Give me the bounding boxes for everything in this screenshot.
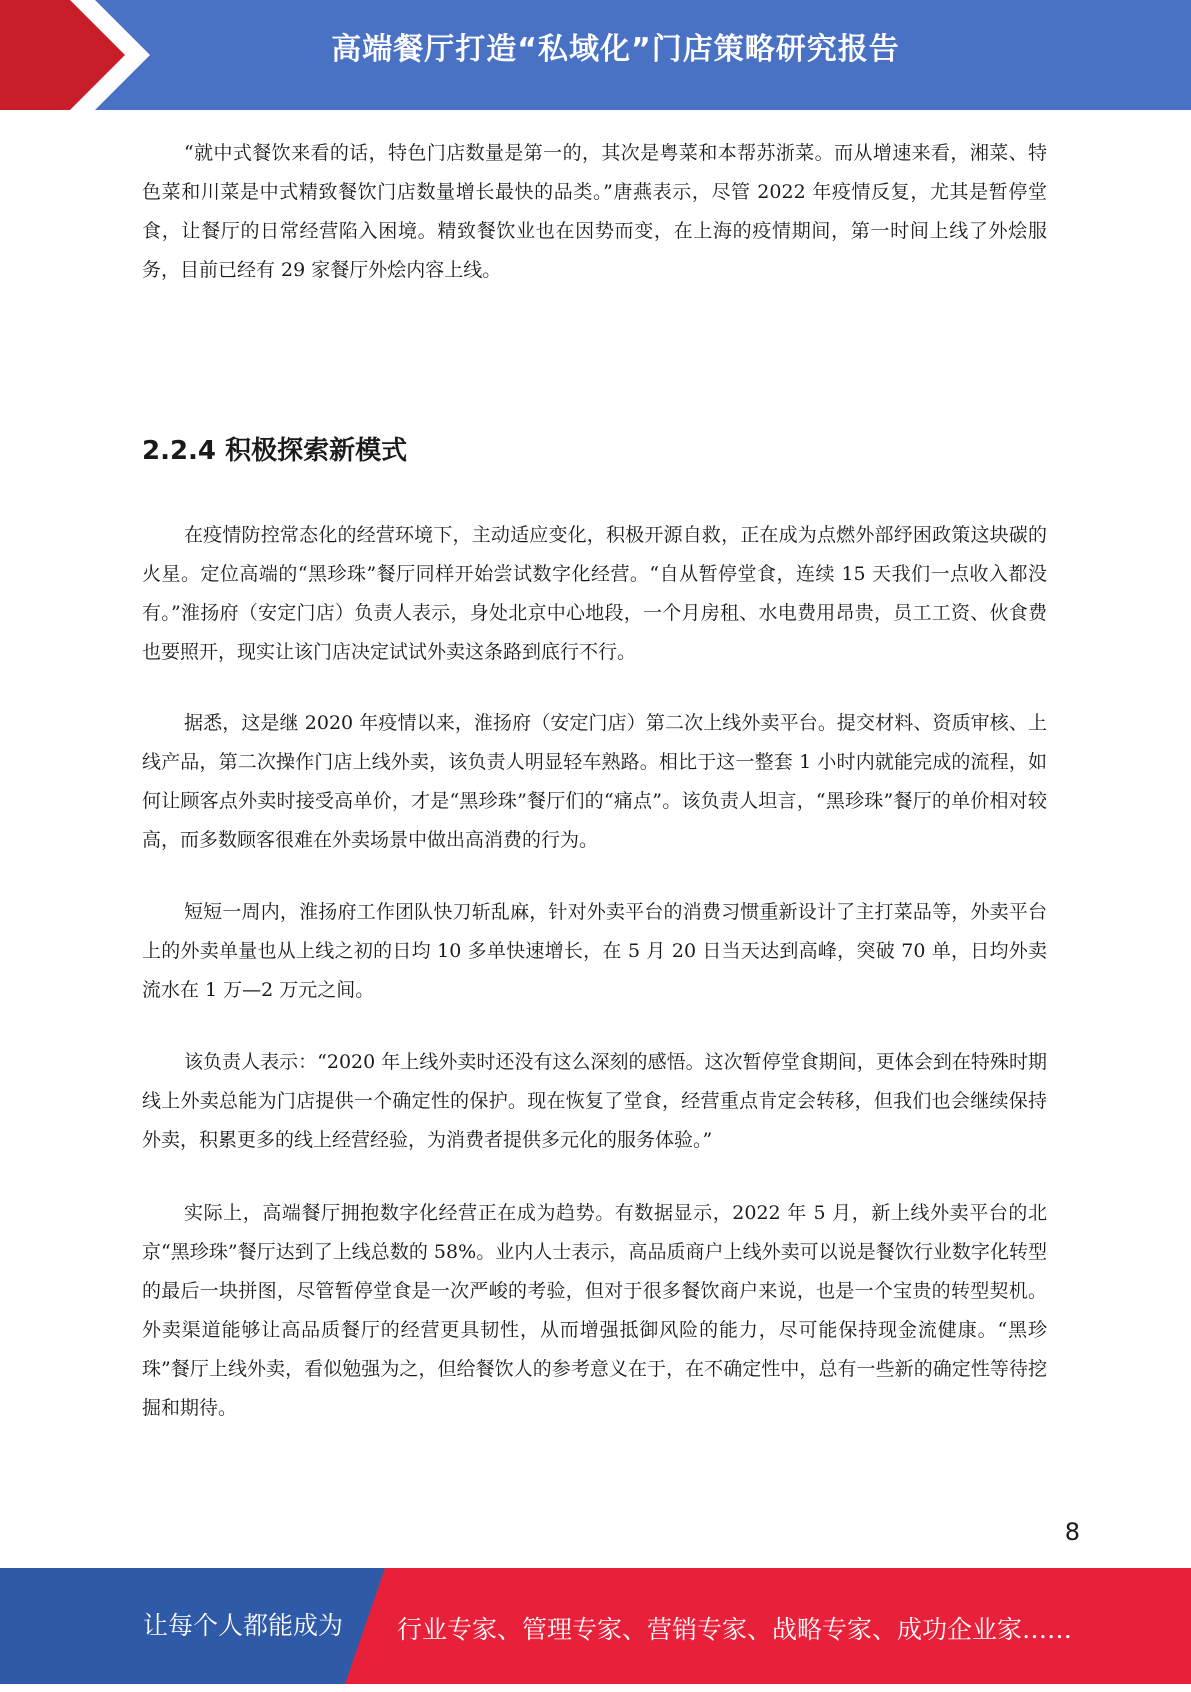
report-title: 高端餐厅打造“私域化”门店策略研究报告 (331, 32, 900, 67)
page-number: 8 (1064, 1518, 1080, 1546)
page-footer (0, 1568, 1191, 1684)
paragraph-4: 短短一周内，淮扬府工作团队快刀斩乱麻，针对外卖平台的消费习惯重新设计了主打菜品等，外卖平台上的外卖单量也从上线之初的日均 10 多单快速增长，在 5 月 20 日当天达到高峰，突破 70 单，日均外卖流水在 1 万—2 万元之间。 (142, 901, 1047, 1001)
page-header (0, 0, 1191, 110)
footer-slogan-left: 让每个人都能成为 (143, 1611, 344, 1640)
paragraph-5: 该负责人表示：“2020 年上线外卖时还没有这么深刻的感悟。这次暂停堂食期间，更体会到在特殊时期线上外卖总能为门店提供一个确定性的保护。现在恢复了堂食，经营重点肯定会转移，但我们也会继续保持外卖，积累更多的线上经营经验，为消费者提供多元化的服务体验。” (142, 1051, 1047, 1151)
section-heading: 2.2.4 积极探索新模式 (142, 436, 408, 466)
footer-slogan-right: 行业专家、管理专家、营销专家、战略专家、成功企业家…… (397, 1615, 1073, 1644)
paragraph-1: “就中式餐饮来看的话，特色门店数量是第一的，其次是粤菜和本帮苏浙菜。而从增速来看，湘菜、特色菜和川菜是中式精致餐饮门店数量增长最快的品类。”唐燕表示，尽管 2022 年疫情反复，尤其是暂停堂食，让餐厅的日常经营陷入困境。精致餐饮业也在因势而变，在上海的疫情期间，第一时间上线了外烩服务，目前已经有 29 家餐厅外烩内容上线。 (142, 142, 1047, 281)
paragraph-2: 在疫情防控常态化的经营环境下，主动适应变化，积极开源自救，正在成为点燃外部纾困政策这块碳的火星。定位高端的“黑珍珠”餐厅同样开始尝试数字化经营。“自从暂停堂食，连续 15 天我们一点收入都没有。”淮扬府（安定门店）负责人表示，身处北京中心地段，一个月房租、水电费用昂贵，员工工资、伙食费也要照开，现实让该门店决定试试外卖这条路到底行不行。 (142, 524, 1047, 663)
paragraph-6: 实际上，高端餐厅拥抱数字化经营正在成为趋势。有数据显示，2022 年 5 月，新上线外卖平台的北京“黑珍珠”餐厅达到了上线总数的 58%。业内人士表示，高品质商户上线外卖可以说是餐饮行业数字化转型的最后一块拼图，尽管暂停堂食是一次严峻的考验，但对于很多餐饮商户来说，也是一个宝贵的转型契机。外卖渠道能够让高品质餐厅的经营更具韧性，从而增强抵御风险的能力，尽可能保持现金流健康。“黑珍珠”餐厅上线外卖，看似勉强为之，但给餐饮人的参考意义在于，在不确定性中，总有一些新的确定性等待挖掘和期待。 (142, 1202, 1047, 1419)
paragraph-3: 据悉，这是继 2020 年疫情以来，淮扬府（安定门店）第二次上线外卖平台。提交材料、资质审核、上线产品，第二次操作门店上线外卖，该负责人明显轻车熟路。相比于这一整套 1 小时内就能完成的流程，如何让顾客点外卖时接受高单价，才是“黑珍珠”餐厅们的“痛点”。该负责人坦言，“黑珍珠”餐厅的单价相对较高，而多数顾客很难在外卖场景中做出高消费的行为。 (142, 712, 1047, 851)
